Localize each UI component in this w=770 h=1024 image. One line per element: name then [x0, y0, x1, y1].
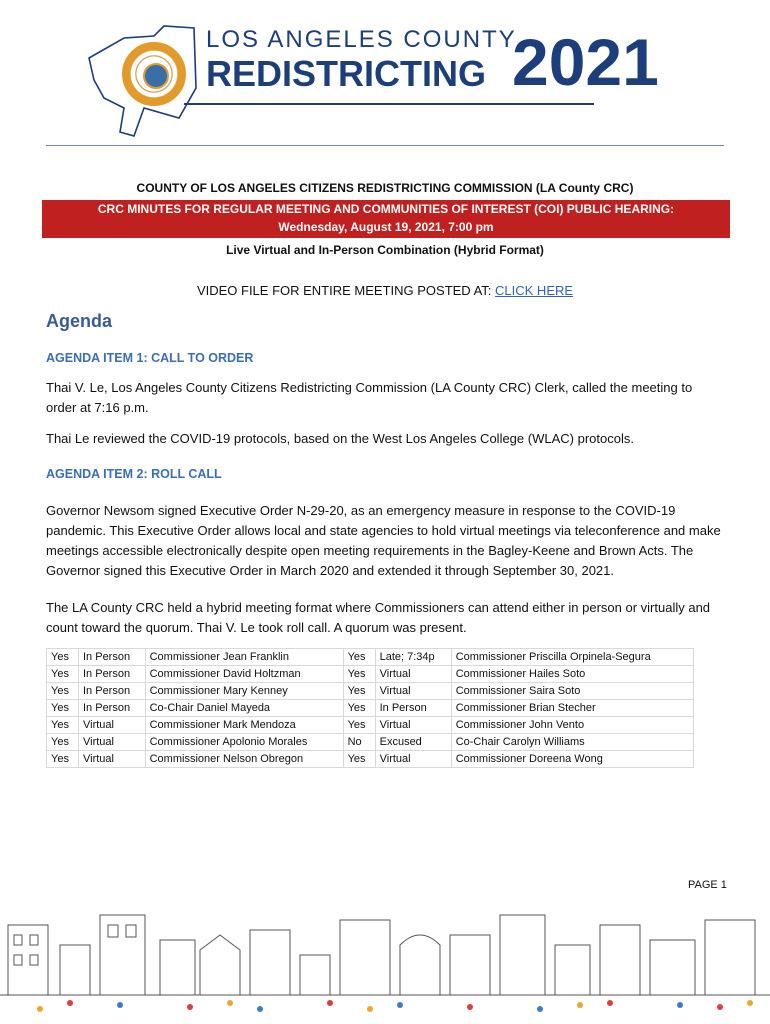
roll-call-attendance-cell: Virtual [375, 683, 451, 700]
table-row [47, 717, 694, 734]
roll-call-present-cell: Yes [343, 666, 375, 683]
header-rule [46, 145, 724, 146]
logo-year-text: 2021 [512, 25, 659, 99]
table-row [47, 734, 694, 751]
roll-call-attendance-cell: In Person [79, 666, 146, 683]
roll-call-table [46, 648, 694, 768]
roll-call-name-cell: Co-Chair Carolyn Williams [451, 734, 693, 751]
roll-call-present-cell: Yes [47, 700, 79, 717]
video-link[interactable]: CLICK HERE [495, 283, 574, 298]
city-skyline-illustration [0, 895, 770, 1024]
meeting-date: Wednesday, August 19, 2021, 7:00 pm [278, 220, 494, 234]
roll-call-attendance-cell: In Person [79, 683, 146, 700]
roll-call-attendance-cell: In Person [375, 700, 451, 717]
roll-call-attendance-cell: Virtual [79, 734, 146, 751]
roll-call-name-cell: Commissioner Jean Franklin [145, 649, 343, 666]
roll-call-attendance-cell: In Person [79, 649, 146, 666]
table-row [47, 683, 694, 700]
roll-call-present-cell: No [343, 734, 375, 751]
roll-call-attendance-cell: Virtual [375, 717, 451, 734]
roll-call-attendance-cell: Late; 7:34p [375, 649, 451, 666]
table-row [47, 700, 694, 717]
roll-call-present-cell: Yes [47, 734, 79, 751]
agenda-item-1-paragraph-1: Thai V. Le, Los Angeles County Citizens Redistricting Commission (LA County CRC) Clerk, called the meeting to order at 7:16 p.m. [46, 380, 693, 415]
table-row [47, 666, 694, 683]
page-number: PAGE 1 [688, 879, 727, 891]
roll-call-name-cell: Commissioner Mark Mendoza [145, 717, 343, 734]
roll-call-present-cell: Yes [47, 683, 79, 700]
roll-call-present-cell: Yes [343, 700, 375, 717]
agenda-item-1-paragraph-2: Thai Le reviewed the COVID-19 protocols, based on the West Los Angeles College (WLAC) protocols. [46, 431, 634, 446]
roll-call-name-cell: Commissioner Saira Soto [451, 683, 693, 700]
roll-call-name-cell: Commissioner David Holtzman [145, 666, 343, 683]
roll-call-attendance-cell: Excused [375, 734, 451, 751]
roll-call-attendance-cell: In Person [79, 700, 146, 717]
roll-call-present-cell: Yes [47, 717, 79, 734]
roll-call-attendance-cell: Virtual [375, 666, 451, 683]
roll-call-attendance-cell: Virtual [79, 751, 146, 768]
agenda-item-2-paragraph-2: The LA County CRC held a hybrid meeting format where Commissioners can attend either in person or virtually and count toward the quorum. Thai V. Le took roll call. A quorum was present. [46, 600, 711, 635]
roll-call-present-cell: Yes [343, 683, 375, 700]
roll-call-present-cell: Yes [47, 751, 79, 768]
table-row [47, 751, 694, 768]
roll-call-attendance-cell: Virtual [375, 751, 451, 768]
roll-call-name-cell: Commissioner Mary Kenney [145, 683, 343, 700]
roll-call-name-cell: Commissioner Brian Stecher [451, 700, 693, 717]
agenda-heading: Agenda [46, 311, 113, 331]
agenda-item-1-heading: AGENDA ITEM 1: CALL TO ORDER [46, 351, 254, 365]
roll-call-name-cell: Commissioner Apolonio Morales [145, 734, 343, 751]
roll-call-name-cell: Commissioner Hailes Soto [451, 666, 693, 683]
roll-call-present-cell: Yes [47, 649, 79, 666]
minutes-title: CRC MINUTES FOR REGULAR MEETING AND COMMUNITIES OF INTEREST (COI) PUBLIC HEARING: [97, 202, 675, 216]
roll-call-name-cell: Commissioner Nelson Obregon [145, 751, 343, 768]
table-row [47, 649, 694, 666]
roll-call-present-cell: Yes [343, 649, 375, 666]
roll-call-attendance-cell: Virtual [79, 717, 146, 734]
video-notice-text: VIDEO FILE FOR ENTIRE MEETING POSTED AT: [196, 283, 496, 298]
roll-call-present-cell: Yes [47, 666, 79, 683]
meeting-format: Live Virtual and In-Person Combination (Hybrid Format) [226, 243, 544, 257]
agenda-item-2-heading: AGENDA ITEM 2: ROLL CALL [46, 467, 222, 481]
commission-title: COUNTY OF LOS ANGELES CITIZENS REDISTRICTING COMMISSION (LA County CRC) [136, 181, 634, 195]
roll-call-name-cell: Co-Chair Daniel Mayeda [145, 700, 343, 717]
agenda-item-2-paragraph-1: Governor Newsom signed Executive Order N-29-20, as an emergency measure in response to the COVID-19 pandemic. This Executive Order allows local and state agencies to hold virtual meetings via teleconference and make meetings accessible electronically despite open meeting requirements in the Bagley-Keene and Brown Acts. The Governor signed this Executive Order in March 2020 and extended it through September 30, 2021. [46, 503, 721, 578]
roll-call-name-cell: Commissioner Priscilla Orpinela-Segura [451, 649, 693, 666]
redistricting-logo [84, 18, 684, 140]
roll-call-present-cell: Yes [343, 751, 375, 768]
roll-call-name-cell: Commissioner Doreena Wong [451, 751, 693, 768]
logo-divider [184, 103, 594, 105]
logo-county-text: LOS ANGELES COUNTY [206, 26, 517, 53]
logo-redistricting-text: REDISTRICTING [206, 53, 487, 94]
video-notice [0, 283, 770, 298]
roll-call-present-cell: Yes [343, 717, 375, 734]
roll-call-name-cell: Commissioner John Vento [451, 717, 693, 734]
county-seal-icon [122, 42, 186, 106]
